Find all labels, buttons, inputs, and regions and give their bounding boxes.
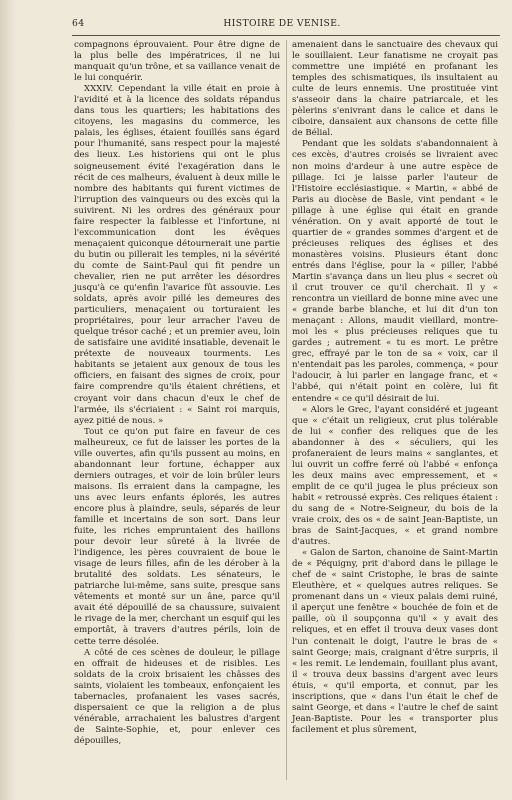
page-number: 64 — [72, 18, 85, 29]
paragraph: « Alors le Grec, l'ayant considéré et jugeant que « c'était un religieux, crut plus tolérable de lui « confier des reliques que de les abandonner à des « séculiers, qui les profaneraient de leurs mains « sanglantes, et lui ouvrit un coffre ferré où l'abbé « enfonça les deux mains avec empressement, et « emplit de ce qu'il jugea le plus précieux son habit « retroussé exprès. Ces reliques étaient : du sang de « Notre-Seigneur, du bois de la vraie croix, des os « de saint Jean-Baptiste, un bras de Saint-Jacques, « et grand nombre d'autres. — [292, 404, 498, 548]
page-header — [72, 18, 492, 32]
header-rule — [72, 35, 500, 36]
paragraph: amenaient dans le sanctuaire des chevaux qui le souillaient. Leur fanatisme ne croyait pas commettre une impiété en profanant les temples des schismatiques, ils insultaient au culte de leurs ennemis. Une prostituée vint s'asseoir dans la chaire patriarcale, et les pèlerins s'enivrant dans le calice et dans le ciboire, dansaient aux chansons de cette fille de Bélial. — [292, 40, 498, 139]
paragraph: A côté de ces scènes de douleur, le pillage en offrait de hideuses et de risibles. Les soldats de la croix brisaient les châsses des saints, violaient les tombeaux, enfonçaient les tabernacles, profanaient les vases sacrés, dispersaient ce que la religion a de plus vénérable, arrachaient les balustres d'argent de Sainte-Sophie, et, pour enlever ces dépouilles, — [74, 647, 280, 746]
paragraph: Pendant que les soldats s'abandonnaient à ces excès, d'autres croisés se livraient avec non moins d'ardeur à une autre espèce de pillage. Ici je laisse parler l'auteur de l'Histoire ecclésiastique. « Martin, « abbé de Paris au diocèse de Basle, vint pendant « le pillage à une église qui était en grande vénération. On y avait apporté de tout le quartier de « grandes sommes d'argent et de précieuses reliques des églises et des monastères voisins. Plusieurs étant donc entrés dans l'église, pour la « piller, l'abbé Martin s'avança dans un lieu plus « secret où il crut trouver ce qu'il cherchait. Il y « rencontra un vieillard de bonne mine avec une « grande barbe blanche, et lui dit d'un ton menaçant : Allons, maudit vieillard, montre-moi les « plus précieuses reliques que tu gardes ; autrement « tu es mort. Le prêtre grec, effrayé par le ton de sa « voix, car il n'entendait pas les paroles, commença, « pour l'adoucir, à lui parler en langage franc, et « l'abbé, qui n'était point en colère, lui fit entendre « ce qu'il désirait de lui. — [292, 139, 498, 404]
right-column — [292, 40, 498, 736]
column-divider — [286, 40, 287, 780]
binding-shadow — [0, 0, 16, 800]
paragraph: XXXIV. Cependant la ville était en proie à l'avidité et à la licence des soldats répandus dans tous les quartiers; les habitations des citoyens, les magasins du commerce, les palais, les églises, étaient fouillés sans égard pour l'humanité, sans respect pour la majesté des lieux. Les historiens qui ont le plus soigneusement évité l'exagération dans le récit de ces malheurs, évaluent à deux mille le nombre des habitants qui furent victimes de l'irruption des vainqueurs ou des excès qui la suivirent. Ni les ordres des généraux pour faire respecter la faiblesse et l'infortune, ni l'excommunication dont les évêques menaçaient quiconque détournerait une partie du butin ou pillerait les temples, ni la sévérité du comte de Saint-Paul qui fit pendre un chevalier, rien ne put arrêter les désordres jusqu'à ce qu'enfin l'avarice fût assouvie. Les soldats, après avoir pillé les demeures des particuliers, menaçaient ou torturaient les propriétaires, pour leur arracher l'aveu de quelque trésor caché ; et un premier aveu, loin de satisfaire une avidité insatiable, devenait le prétexte de nouveaux tourments. Les habitants se jetaient aux genoux de tous les officiers, en faisant des signes de croix, pour faire comprendre qu'ils étaient chrétiens, et croyant voir dans chacun d'eux le chef de l'armée, ils s'écriaient : « Saint roi marquis, ayez pitié de nous. » — [74, 84, 280, 426]
running-title: HISTOIRE DE VENISE. — [223, 18, 341, 29]
left-column — [74, 40, 280, 747]
paragraph: compagnons éprouvaient. Pour être digne de la plus belle des impératrices, il ne lui manquait qu'un trône, et sa vaillance venait de le lui conquérir. — [74, 40, 280, 84]
paragraph: Tout ce qu'on put faire en faveur de ces malheureux, ce fut de laisser les portes de la ville ouvertes, afin qu'ils pussent au moins, en abandonnant leur fortune, échapper aux derniers outrages, et voir de loin brûler leurs maisons. Ils erraient dans la campagne, les uns avec leurs enfants éplorés, les autres encore plus à plaindre, seuls, séparés de leur famille et incertains de son sort. Dans leur fuite, les riches empruntaient des haillons pour devoir leur sûreté à la livrée de l'indigence, les pères couvraient de boue le visage de leurs filles, afin de les dérober à la brutalité des soldats. Les sénateurs, le patriarche lui-même, sans suite, presque sans vêtements et monté sur un âne, parce qu'il avait été dépouillé de sa chaussure, suivaient le rivage de la mer, cherchant un esquif qui les emportât, à travers d'autres périls, loin de cette terre désolée. — [74, 426, 280, 647]
paragraph: « Galon de Sarton, chanoine de Saint-Martin de « Péquigny, prit d'abord dans le pillage le chef de « saint Cristophe, le bras de sainte Eleuthère, et « quelques autres reliques. Se promenant dans un « vieux palais demi ruiné, il aperçut une fenêtre « bouchée de foin et de paille, où il soupçonna qu'il « y avait des reliques, et en effet il trouva deux vases dont l'un contenait le doigt, l'autre le bras de « saint George; mais, craignant d'être surpris, il « les remit. Le lendemain, fouillant plus avant, il « trouva deux bassins d'argent avec leurs étuis, « qu'il emporta, et connut, par les inscriptions, que « dans l'un était le chef de saint George, et dans « l'autre le chef de saint Jean-Baptiste. Pour les « transporter plus facilement et plus sûrement, — [292, 548, 498, 735]
